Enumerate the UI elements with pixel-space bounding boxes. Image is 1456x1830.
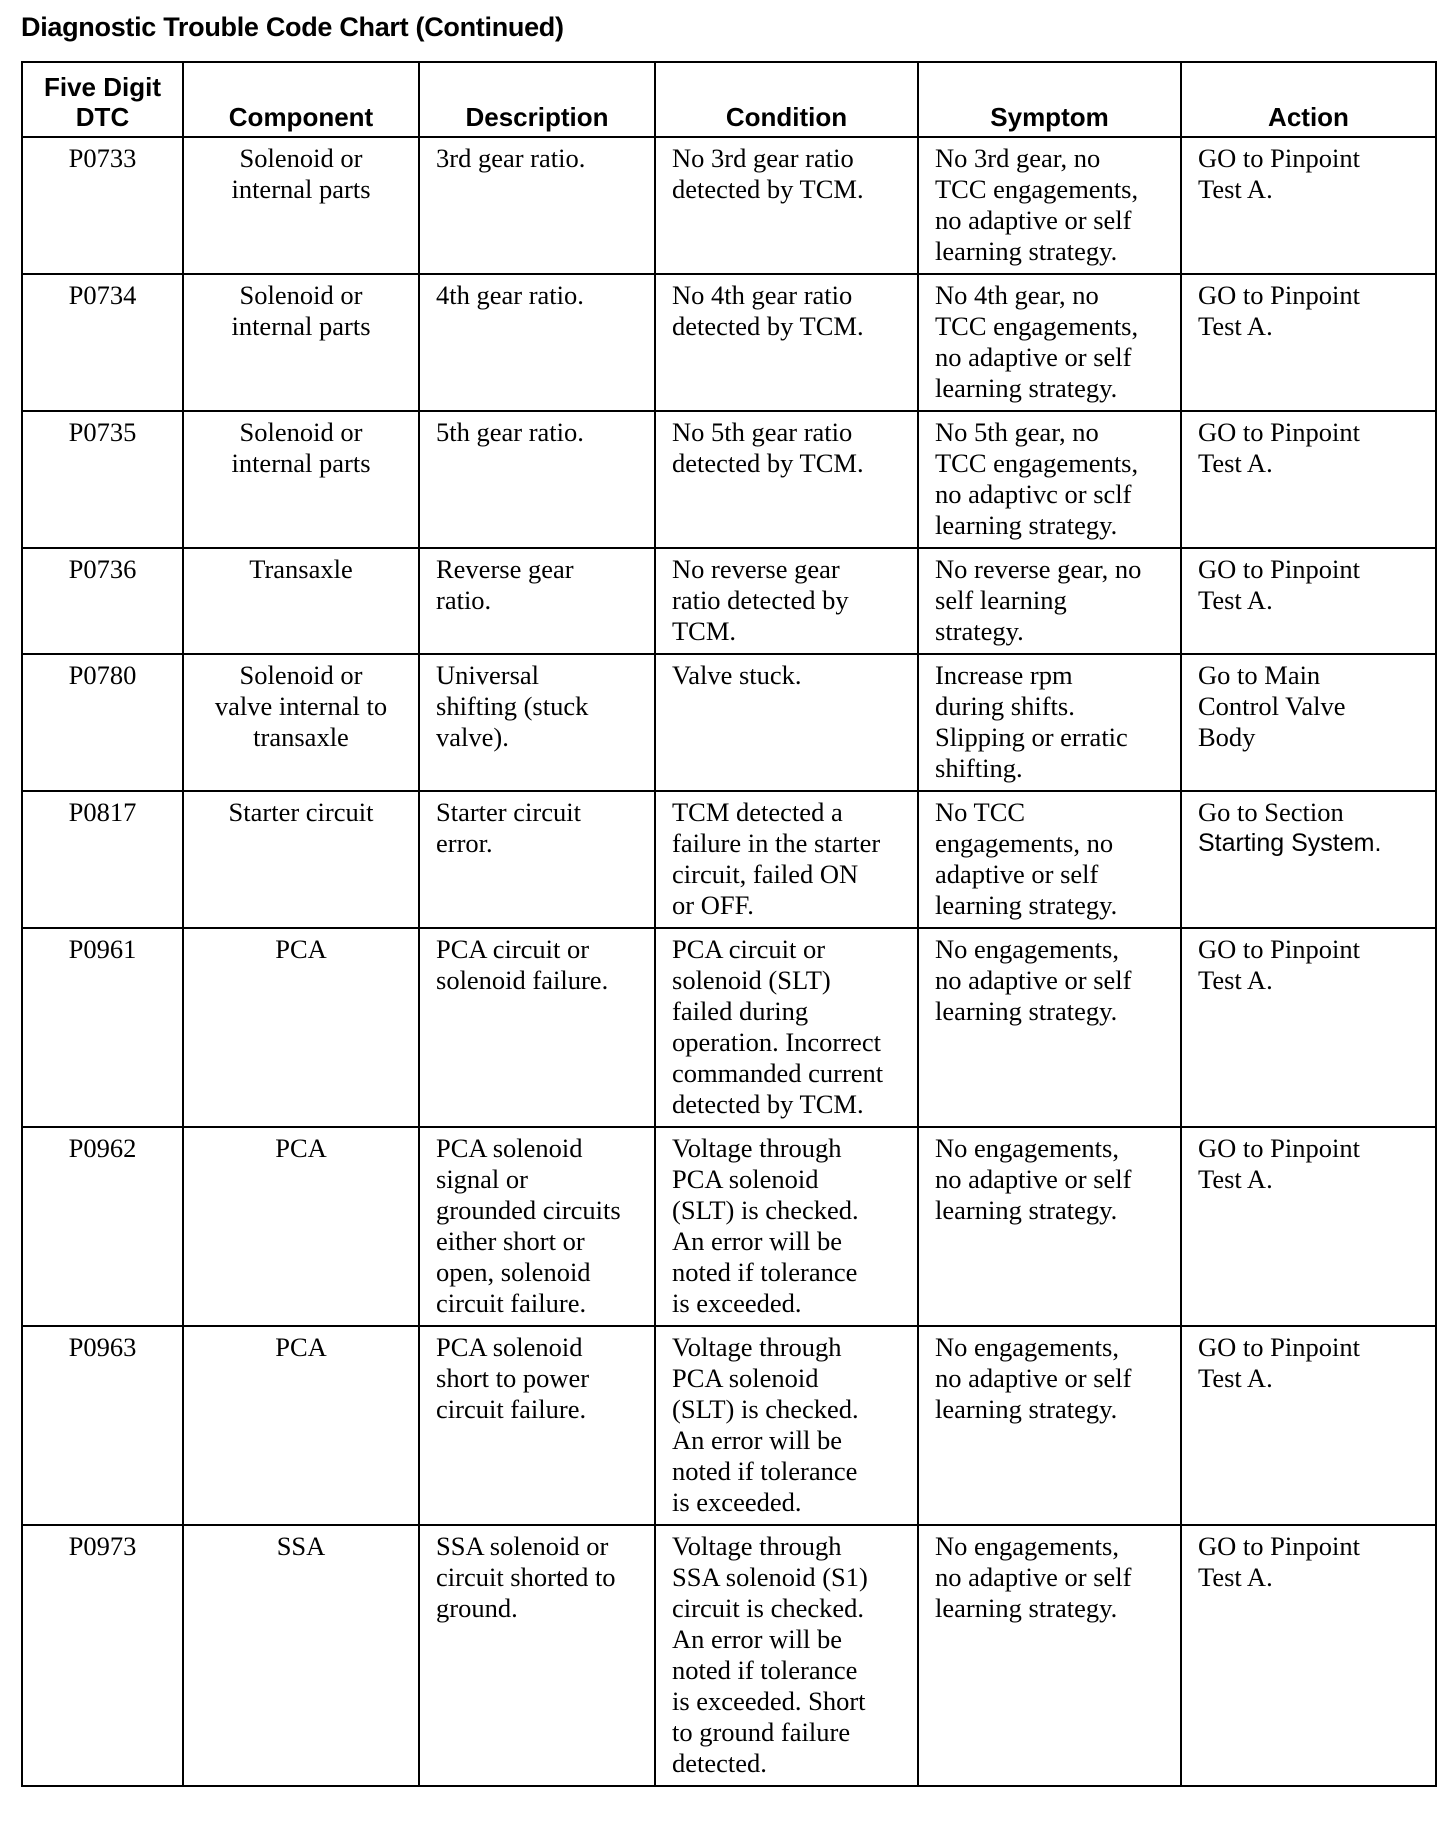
condition-cell: Voltage through PCA solenoid (SLT) is checked. An error will be noted if tolerance is exceeded. [655, 1127, 918, 1326]
dtc-code-cell: P0736 [22, 548, 183, 654]
condition-cell: No 5th gear ratio detected by TCM. [655, 411, 918, 548]
dtc-code-cell: P0780 [22, 654, 183, 791]
table-row [22, 548, 1436, 654]
header-condition: Condition [655, 62, 918, 137]
action-cell: GO to Pinpoint Test A. [1181, 137, 1436, 274]
table-row [22, 137, 1436, 274]
description-cell: Reverse gear ratio. [419, 548, 655, 654]
action-cell: GO to Pinpoint Test A. [1181, 1525, 1436, 1786]
action-cell [1181, 791, 1436, 928]
dtc-code-cell: P0733 [22, 137, 183, 274]
action-cell: GO to Pinpoint Test A. [1181, 411, 1436, 548]
dtc-table [21, 61, 1437, 1787]
condition-cell: No reverse gear ratio detected by TCM. [655, 548, 918, 654]
dtc-code-cell: P0963 [22, 1326, 183, 1525]
condition-cell: Valve stuck. [655, 654, 918, 791]
condition-cell: No 3rd gear ratio detected by TCM. [655, 137, 918, 274]
symptom-cell: No 5th gear, no TCC engagements, no adaptivc or sclf learning strategy. [918, 411, 1181, 548]
action-cell: GO to Pinpoint Test A. [1181, 1127, 1436, 1326]
description-cell: SSA solenoid or circuit shorted to ground. [419, 1525, 655, 1786]
description-cell: 5th gear ratio. [419, 411, 655, 548]
header-component: Component [183, 62, 419, 137]
table-row [22, 1127, 1436, 1326]
description-cell: PCA solenoid signal or grounded circuits either short or open, solenoid circuit failure. [419, 1127, 655, 1326]
condition-cell: Voltage through PCA solenoid (SLT) is checked. An error will be noted if tolerance is exceeded. [655, 1326, 918, 1525]
description-cell: Universal shifting (stuck valve). [419, 654, 655, 791]
component-cell: PCA [183, 1326, 419, 1525]
condition-cell: No 4th gear ratio detected by TCM. [655, 274, 918, 411]
condition-cell: PCA circuit or solenoid (SLT) failed during operation. Incorrect commanded current detected by TCM. [655, 928, 918, 1127]
symptom-cell: Increase rpm during shifts. Slipping or erratic shifting. [918, 654, 1181, 791]
table-row [22, 411, 1436, 548]
symptom-cell: No 3rd gear, no TCC engagements, no adaptive or self learning strategy. [918, 137, 1181, 274]
symptom-cell: No engagements, no adaptive or self learning strategy. [918, 928, 1181, 1127]
table-row [22, 274, 1436, 411]
table-row [22, 1525, 1436, 1786]
action-cell: GO to Pinpoint Test A. [1181, 548, 1436, 654]
table-row [22, 791, 1436, 928]
action-cell: GO to Pinpoint Test A. [1181, 928, 1436, 1127]
component-cell: Solenoid or internal parts [183, 274, 419, 411]
header-description: Description [419, 62, 655, 137]
description-cell: 4th gear ratio. [419, 274, 655, 411]
symptom-cell: No reverse gear, no self learning strategy. [918, 548, 1181, 654]
component-cell: Solenoid or valve internal to transaxle [183, 654, 419, 791]
symptom-cell: No engagements, no adaptive or self learning strategy. [918, 1525, 1181, 1786]
header-symptom: Symptom [918, 62, 1181, 137]
header-action: Action [1181, 62, 1436, 137]
condition-cell: TCM detected a failure in the starter circuit, failed ON or OFF. [655, 791, 918, 928]
dtc-code-cell: P0734 [22, 274, 183, 411]
component-cell: Solenoid or internal parts [183, 411, 419, 548]
description-cell: PCA circuit or solenoid failure. [419, 928, 655, 1127]
action-cell: GO to Pinpoint Test A. [1181, 274, 1436, 411]
component-cell: Solenoid or internal parts [183, 137, 419, 274]
dtc-code-cell: P0735 [22, 411, 183, 548]
dtc-code-cell: P0817 [22, 791, 183, 928]
description-cell: Starter circuit error. [419, 791, 655, 928]
dtc-code-cell: P0961 [22, 928, 183, 1127]
component-cell: PCA [183, 928, 419, 1127]
description-cell: PCA solenoid short to power circuit failure. [419, 1326, 655, 1525]
symptom-cell: No TCC engagements, no adaptive or self learning strategy. [918, 791, 1181, 928]
table-row [22, 1326, 1436, 1525]
table-header-row [22, 62, 1436, 137]
dtc-code-cell: P0962 [22, 1127, 183, 1326]
description-cell: 3rd gear ratio. [419, 137, 655, 274]
symptom-cell: No engagements, no adaptive or self learning strategy. [918, 1326, 1181, 1525]
dtc-code-cell: P0973 [22, 1525, 183, 1786]
component-cell: Starter circuit [183, 791, 419, 928]
action-cell: GO to Pinpoint Test A. [1181, 1326, 1436, 1525]
header-dtc: Five Digit DTC [22, 62, 183, 137]
condition-cell: Voltage through SSA solenoid (S1) circuit is checked. An error will be noted if tolerance is exceeded. Short to ground failure detected. [655, 1525, 918, 1786]
component-cell: SSA [183, 1525, 419, 1786]
table-row [22, 654, 1436, 791]
table-row [22, 928, 1436, 1127]
component-cell: PCA [183, 1127, 419, 1326]
action-text: Go to Section [1198, 797, 1344, 827]
page-title: Diagnostic Trouble Code Chart (Continued) [21, 12, 564, 42]
action-cell: Go to Main Control Valve Body [1181, 654, 1436, 791]
symptom-cell: No engagements, no adaptive or self learning strategy. [918, 1127, 1181, 1326]
action-extra-text: Starting System. [1198, 829, 1382, 857]
component-cell: Transaxle [183, 548, 419, 654]
symptom-cell: No 4th gear, no TCC engagements, no adaptive or self learning strategy. [918, 274, 1181, 411]
